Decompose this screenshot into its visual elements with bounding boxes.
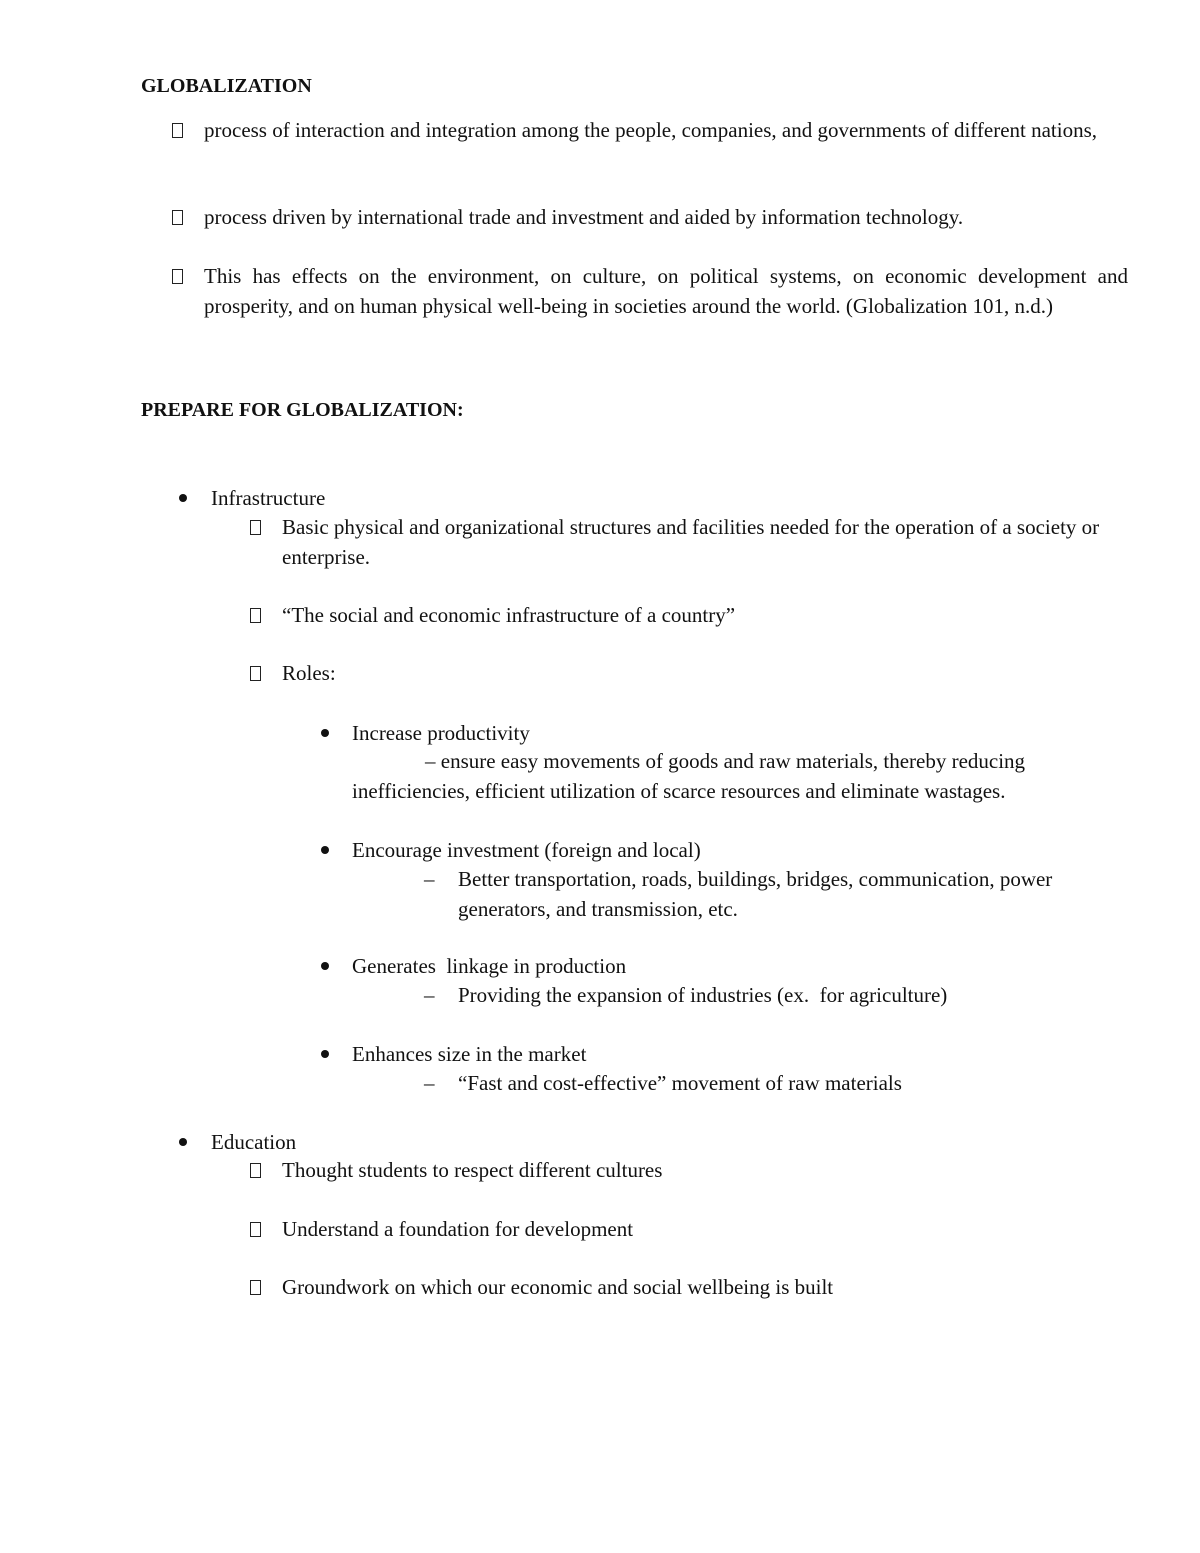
role-detail-text: “Fast and cost-effective” movement of raw materials [458, 1071, 902, 1095]
role-detail-text: – ensure easy movements of goods and raw materials, thereby reducing [425, 749, 1026, 773]
square-bullet-icon [250, 1280, 261, 1295]
role-label: Generates linkage in production [352, 954, 627, 978]
dash-bullet: – [424, 983, 435, 1007]
list-item-infrastructure [211, 483, 1111, 513]
education-item-1 [282, 1155, 1112, 1185]
education-item-text: Understand a foundation for development [282, 1217, 634, 1241]
role-item-enhances-size [352, 1039, 1132, 1069]
globalization-item-3 [204, 261, 1128, 321]
dash-bullet: – [424, 1071, 435, 1095]
infrastructure-label: Infrastructure [211, 486, 326, 510]
infrastructure-item-text: Roles: [282, 661, 336, 685]
round-bullet-icon [321, 962, 329, 970]
globalization-item-1 [204, 115, 1128, 145]
education-item-2 [282, 1214, 1112, 1244]
role-detail-text: Better transportation, roads, buildings, bridges, communication, power generators, and transmission, etc. [458, 867, 1053, 921]
education-item-3 [282, 1272, 1112, 1302]
education-label: Education [211, 1130, 297, 1154]
square-bullet-icon [250, 1222, 261, 1237]
role-detail-text: Providing the expansion of industries (ex. for agriculture) [458, 983, 948, 1007]
role-item-generates-linkage [352, 951, 1132, 981]
role-detail-text: inefficiencies, efficient utilization of scarce resources and eliminate wastages. [352, 779, 1006, 803]
round-bullet-icon [321, 729, 329, 737]
globalization-item-2 [204, 202, 1128, 232]
dash-bullet: – [424, 867, 435, 891]
role-label: Enhances size in the market [352, 1042, 587, 1066]
role-item-encourage-investment [352, 835, 1132, 865]
globalization-item-text: process of interaction and integration among the people, companies, and governments of different nations, [204, 118, 1098, 142]
role-detail [424, 980, 1130, 1010]
globalization-item-text: process driven by international trade and investment and aided by information technology. [204, 205, 964, 229]
infrastructure-item-text: Basic physical and organizational structures and facilities needed for the operation of a society or enterprise. [282, 515, 1100, 569]
square-bullet-icon [172, 210, 183, 225]
role-item-increase-productivity [352, 718, 1132, 748]
role-detail-line [352, 776, 1132, 806]
section-heading-globalization: GLOBALIZATION [141, 75, 312, 97]
education-item-text: Thought students to respect different cultures [282, 1158, 663, 1182]
square-bullet-icon [250, 1163, 261, 1178]
globalization-item-text: This has effects on the environment, on culture, on political systems, on economic development and prosperity, and on human physical well-being in societies around the world. (Globalization 101, n.d.) [204, 264, 1128, 318]
list-item-education [211, 1127, 1111, 1157]
square-bullet-icon [250, 608, 261, 623]
education-item-text: Groundwork on which our economic and social wellbeing is built [282, 1275, 834, 1299]
square-bullet-icon [172, 123, 183, 138]
infrastructure-item-1 [282, 512, 1112, 572]
round-bullet-icon [321, 1050, 329, 1058]
round-bullet-icon [179, 494, 187, 502]
role-label: Increase productivity [352, 721, 530, 745]
role-detail-line [425, 746, 1125, 776]
square-bullet-icon [172, 269, 183, 284]
section-heading-prepare: PREPARE FOR GLOBALIZATION: [141, 399, 464, 421]
round-bullet-icon [321, 846, 329, 854]
role-detail [424, 864, 1130, 924]
infrastructure-item-2 [282, 600, 1112, 630]
square-bullet-icon [250, 520, 261, 535]
infrastructure-item-3 [282, 658, 1112, 688]
role-detail [424, 1068, 1130, 1098]
role-label: Encourage investment (foreign and local) [352, 838, 701, 862]
square-bullet-icon [250, 666, 261, 681]
round-bullet-icon [179, 1138, 187, 1146]
infrastructure-item-text: “The social and economic infrastructure of a country” [282, 603, 736, 627]
